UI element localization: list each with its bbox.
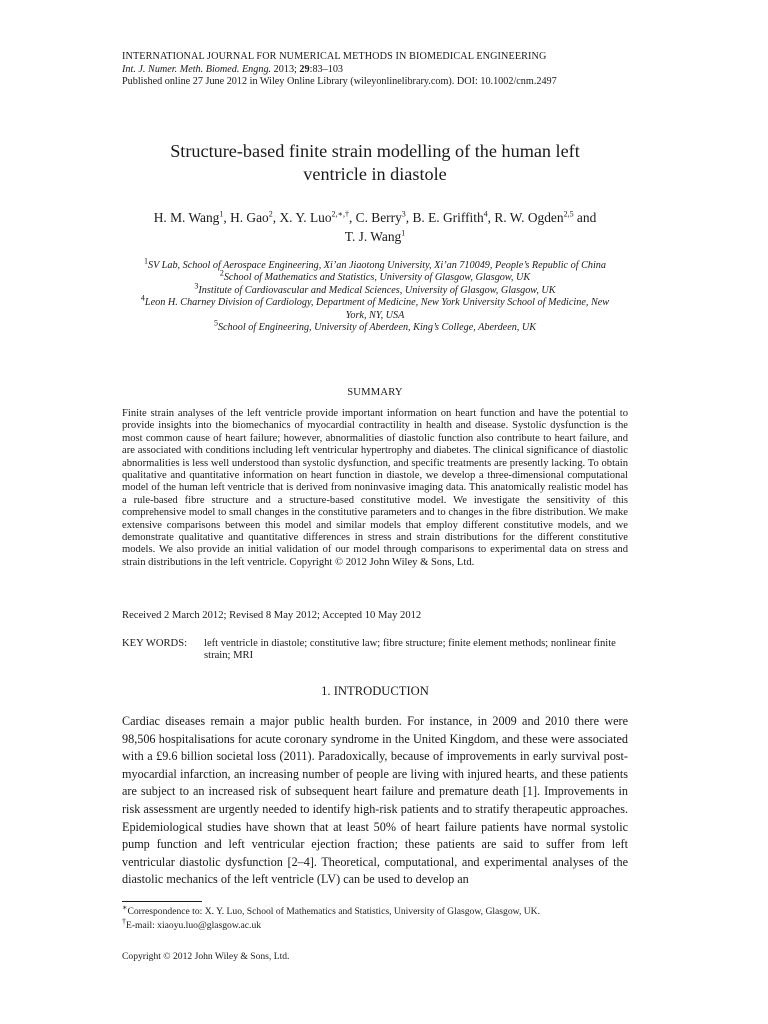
author-sup: 1 (401, 228, 406, 238)
affiliation: $^5$School of Engineering, University of Aberdeen, King’s College, Aberdeen, UK (213, 318, 537, 334)
affiliation: $^3$Institute of Cardiovascular and Medical Sciences, University of Glasgow, Glasgow, UK (194, 281, 556, 296)
author: H. M. Wang$^1$, (153, 209, 231, 225)
author: R. W. Ogden$^{2,5}$ and (494, 209, 597, 225)
keywords-label: KEY WORDS: (122, 638, 188, 649)
keywords (122, 638, 628, 663)
affiliations (122, 256, 628, 334)
author: B. E. Griffith$^4$, (412, 209, 495, 225)
affiliation: $^4$Leon H. Charney Division of Cardiology, Department of Medicine, New York University School of Medicine, New York, NY, USA (140, 293, 610, 321)
footnote: ∗Correspondence to: X. Y. Luo, School of Mathematics and Statistics, University of Glasgow, Glasgow, UK. (122, 902, 540, 917)
summary-text: Finite strain analyses of the left ventricle provide important information on heart function and have the potential to provide insights into the biomechanics of myocardial contractility in health and disease. Systolic dysfunction is the most common cause of heart failure; however, abnormalities of diastolic function also contribute to heart failure, and are associated with conditions including left ventricular hypertrophy and diabetes. The clinical significance of diastolic abnormalities is less well understood than systolic dysfunction, and specific treatments are presently lacking. To obtain qualitative and quantitative information on heart function in diastole, we develop a three-dimensional computational model of the human left ventricle that is derived from noninvasive imaging data. This anatomically realistic model has a rule-based fibre structure and a structure-based constitutive model. We investigate the sensitivity of this comprehensive model to small changes in the constitutive parameters and to changes in the fibre distribution. We make extensive comparisons between this model and similar models that employ different constitutive models, and we demonstrate qualitative and quantitative differences in stress and strain distributions for the different constitutive models. We also provide an initial validation of our model through comparisons to experimental data on stress and strain distributions in the left ventricle. Copyright © 2012 John Wiley & Sons, Ltd. (122, 408, 628, 568)
author-sup: 1 (219, 209, 224, 219)
title-line-1: Structure-based finite strain modelling of the human left (170, 141, 580, 161)
introduction-text: Cardiac diseases remain a major public health burden. For instance, in 2009 and 2010 there were 98,506 hospitalisations for acute coronary syndrome in the United Kingdom, and these were associated with a £9.6 billion societal loss (2011). Paradoxically, because of improvements in early survival post-myocardial infarction, an increasing number of people are living with injured hearts, and these patients are subject to an increased risk of subsequent heart failure and premature death [1]. Improvements in risk assessment are urgently needed to identify high-risk patients and to stratify therapeutic approaches. Epidemiological studies have shown that at least 50% of heart failure patients have normal systolic pump function and left ventricular ejection fraction; these patients are said to suffer from left ventricular diastolic dysfunction [2–4]. Theoretical, computational, and experimental analyses of the diastolic mechanics of the left ventricle (LV) can be used to develop an (122, 714, 628, 887)
paper-title (122, 140, 628, 186)
author-sup: 2,5 (563, 209, 574, 219)
keywords-text: left ventricle in diastole; constitutive law; fibre structure; finite element methods; nonlinear finite strain; MRI (204, 638, 616, 662)
author-sup: 2,∗,† (331, 209, 349, 219)
author: X. Y. Luo$^{2,∗,\dagger}$, (279, 209, 356, 225)
citation-year: 2013; (271, 63, 300, 75)
copyright-footer: Copyright © 2012 John Wiley & Sons, Ltd. (122, 951, 290, 962)
citation-pages: :83–103 (309, 63, 344, 75)
footnote-divider (122, 901, 202, 902)
author-sup: 2 (268, 209, 273, 219)
footnote: †E-mail: xiaoyu.luo@glasgow.ac.uk (122, 917, 262, 932)
journal-header (122, 51, 628, 89)
affiliation: $^1$SV Lab, School of Aerospace Engineering, Xi’an Jiaotong University, Xi’an 710049, People’s Republic of China (144, 256, 606, 271)
citation-abbr: Int. J. Numer. Meth. Biomed. Engng. (122, 63, 272, 75)
citation-volume: 29 (299, 63, 310, 75)
email-link[interactable]: E-mail: xiaoyu.luo@glasgow.ac.uk (126, 920, 262, 932)
title-line-2: ventricle in diastole (303, 164, 447, 184)
footnotes (122, 902, 628, 933)
author-list (122, 208, 628, 246)
received-dates: Received 2 March 2012; Revised 8 May 2012; Accepted 10 May 2012 (122, 610, 422, 621)
citation-line (122, 64, 628, 77)
section-heading-introduction: 1. INTRODUCTION (321, 684, 429, 698)
author: C. Berry$^3$, (355, 209, 413, 225)
author: H. Gao$^2$, (230, 209, 280, 225)
author: T. J. Wang$^1$ (344, 228, 406, 244)
affiliation: $^2$School of Mathematics and Statistics, University of Glasgow, Glasgow, UK (219, 269, 531, 284)
author-sup: 3 (401, 209, 406, 219)
author-sup: 4 (483, 209, 488, 219)
published-line: Published online 27 June 2012 in Wiley Online Library (wileyonlinelibrary.com). DOI: 10.1002/cnm.2497 (122, 76, 557, 87)
journal-name: INTERNATIONAL JOURNAL FOR NUMERICAL METHODS IN BIOMEDICAL ENGINEERING (122, 51, 547, 62)
summary-heading: SUMMARY (347, 387, 403, 398)
